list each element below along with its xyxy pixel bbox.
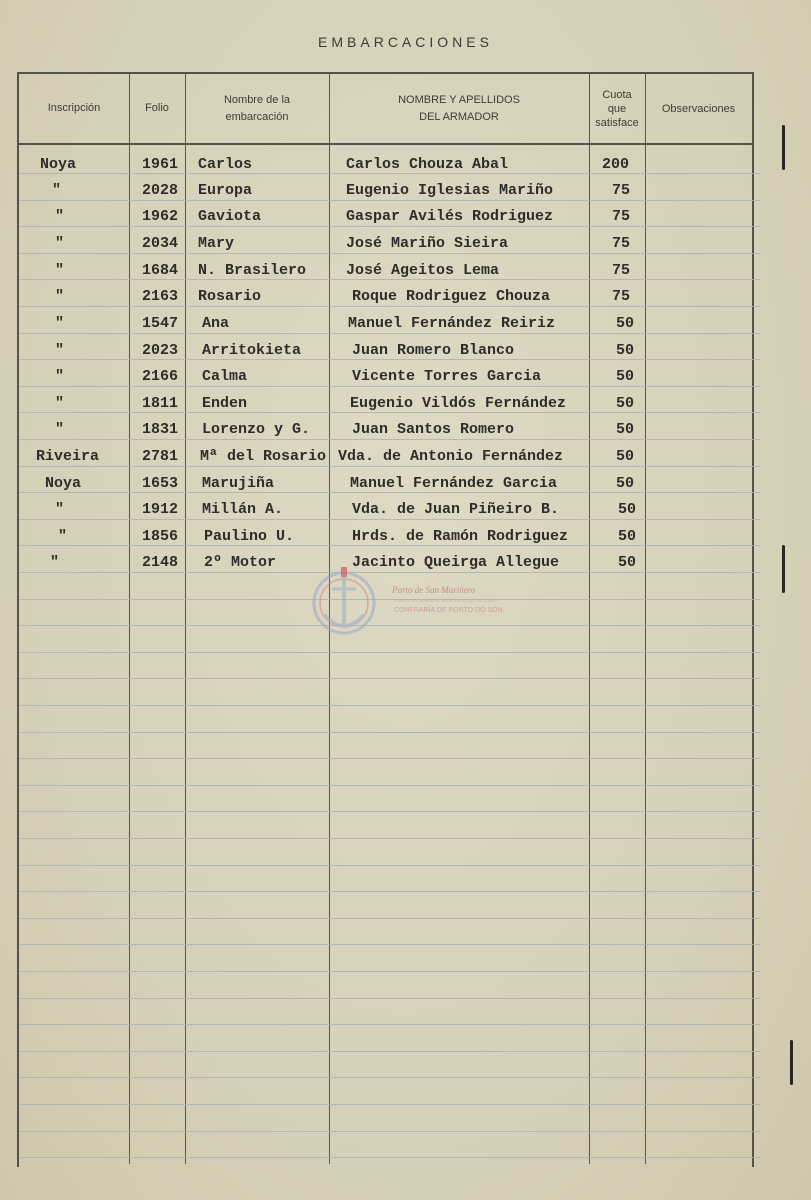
ruled-line <box>19 652 760 653</box>
cell-cuota: 50 <box>616 475 635 492</box>
cell-folio: 1831 <box>142 421 179 438</box>
cell-folio: 2148 <box>142 554 179 571</box>
stamp-title: Porto de San Mariñero <box>392 585 476 595</box>
cell-armador: Vda. de Juan Piñeiro B. <box>352 501 560 518</box>
cell-cuota: 50 <box>616 421 635 438</box>
ruled-line <box>19 1024 760 1025</box>
ruled-line <box>19 998 760 999</box>
table-row <box>0 231 811 257</box>
cell-inscripcion: Noya <box>40 156 77 173</box>
cell-cuota: 50 <box>616 448 635 465</box>
table-row <box>0 497 811 523</box>
page-title: EMBARCACIONES <box>318 34 493 50</box>
cell-cuota: 50 <box>618 554 637 571</box>
cell-folio: 1961 <box>142 156 179 173</box>
header-observaciones: Observaciones <box>661 103 736 115</box>
cell-armador: José Ageitos Lema <box>346 262 500 279</box>
cell-nombre: Arritokieta <box>202 342 302 359</box>
cell-nombre: Millán A. <box>202 501 284 518</box>
ruled-line <box>19 865 760 866</box>
anchor-emblem-icon <box>312 565 382 645</box>
cell-armador: Juan Santos Romero <box>352 421 515 438</box>
cell-nombre: Ana <box>202 315 230 332</box>
cell-cuota: 75 <box>612 288 631 305</box>
cell-cuota: 50 <box>618 501 637 518</box>
cell-nombre: Europa <box>198 182 253 199</box>
cell-armador: Gaspar Avilés Rodriguez <box>346 208 554 225</box>
table-row <box>0 444 811 470</box>
cell-inscripcion: " <box>55 501 65 518</box>
cell-inscripcion: " <box>58 528 68 545</box>
cell-cuota: 75 <box>612 208 631 225</box>
cell-cuota: 50 <box>618 528 637 545</box>
cell-armador: Manuel Fernández Garcia <box>350 475 558 492</box>
header-nombre-embarcacion: Nombre de la embarcación <box>223 93 291 123</box>
cell-nombre: Mary <box>198 235 235 252</box>
cell-nombre: Paulino U. <box>204 528 295 545</box>
ruled-line <box>19 918 760 919</box>
header-inscripcion: Inscripción <box>47 102 101 114</box>
cell-armador: Carlos Chouza Abal <box>346 156 509 173</box>
cell-armador: Hrds. de Ramón Rodriguez <box>352 528 569 545</box>
ruled-line <box>19 758 760 759</box>
cell-nombre: Gaviota <box>198 208 262 225</box>
cell-inscripcion: " <box>55 262 65 279</box>
cell-armador: Jacinto Queirga Allegue <box>352 554 560 571</box>
ruled-line <box>19 678 760 679</box>
table-row <box>0 471 811 497</box>
header-armador: NOMBRE Y APELLIDOS DEL ARMADOR <box>398 93 520 123</box>
ruled-line <box>19 838 760 839</box>
cell-nombre: Mª del Rosario <box>200 448 327 465</box>
cell-cuota: 50 <box>616 342 635 359</box>
cell-folio: 2166 <box>142 368 179 385</box>
cell-folio: 2034 <box>142 235 179 252</box>
cell-cuota: 50 <box>616 368 635 385</box>
ruled-line <box>19 705 760 706</box>
cell-folio: 2781 <box>142 448 179 465</box>
stamp-subtitle: FONDO DOCUMENTAL HISTÓRICO DIGITALIZADO <box>394 598 497 603</box>
cell-inscripcion: " <box>55 395 65 412</box>
binding-mark <box>790 1040 793 1085</box>
cell-inscripcion: " <box>50 554 60 571</box>
table-row <box>0 364 811 390</box>
table-row <box>0 391 811 417</box>
stamp-organization: CONFRARÍA DE PORTO DO SON <box>394 607 503 614</box>
cell-inscripcion: Riveira <box>36 448 100 465</box>
table-row <box>0 178 811 204</box>
cell-nombre: Enden <box>202 395 248 412</box>
cell-armador: Juan Romero Blanco <box>352 342 515 359</box>
ruled-line <box>19 891 760 892</box>
header-folio: Folio <box>145 102 169 114</box>
cell-nombre: Rosario <box>198 288 262 305</box>
cell-folio: 2028 <box>142 182 179 199</box>
cell-cuota: 50 <box>616 395 635 412</box>
cell-armador: Manuel Fernández Reiriz <box>348 315 556 332</box>
cell-cuota: 75 <box>612 262 631 279</box>
table-row <box>0 417 811 443</box>
ruled-line <box>19 944 760 945</box>
cell-inscripcion: " <box>55 342 65 359</box>
cell-cuota: 200 <box>602 156 630 173</box>
archive-stamp <box>312 565 512 645</box>
cell-folio: 1856 <box>142 528 179 545</box>
ruled-line <box>19 1131 760 1132</box>
cell-nombre: N. Brasilero <box>198 262 307 279</box>
table-row <box>0 204 811 230</box>
header-cuota: Cuota que satisface <box>595 88 639 129</box>
cell-cuota: 75 <box>612 182 631 199</box>
cell-inscripcion: " <box>52 182 62 199</box>
ruled-line <box>19 1104 760 1105</box>
cell-inscripcion: " <box>55 368 65 385</box>
cell-folio: 1547 <box>142 315 179 332</box>
cell-armador: Eugenio Iglesias Mariño <box>346 182 554 199</box>
ruled-line <box>19 785 760 786</box>
cell-armador: Vda. de Antonio Fernández <box>338 448 564 465</box>
cell-armador: Eugenio Vildós Fernández <box>350 395 567 412</box>
ruled-line <box>19 971 760 972</box>
cell-inscripcion: " <box>55 421 65 438</box>
ruled-line <box>19 811 760 812</box>
cell-folio: 1912 <box>142 501 179 518</box>
cell-nombre: Calma <box>202 368 248 385</box>
ruled-line <box>19 732 760 733</box>
cell-inscripcion: " <box>55 288 65 305</box>
cell-nombre: Lorenzo y G. <box>202 421 311 438</box>
ruled-line <box>19 1051 760 1052</box>
cell-armador: Roque Rodriguez Chouza <box>352 288 551 305</box>
cell-folio: 2163 <box>142 288 179 305</box>
cell-folio: 2023 <box>142 342 179 359</box>
cell-nombre: 2º Motor <box>204 554 277 571</box>
cell-folio: 1653 <box>142 475 179 492</box>
table-row <box>0 152 811 178</box>
cell-folio: 1811 <box>142 395 179 412</box>
cell-cuota: 50 <box>616 315 635 332</box>
cell-inscripcion: " <box>55 208 65 225</box>
cell-nombre: Marujiña <box>202 475 275 492</box>
table-row <box>0 338 811 364</box>
cell-inscripcion: Noya <box>45 475 82 492</box>
table-row <box>0 258 811 284</box>
table-row <box>0 524 811 550</box>
cell-folio: 1684 <box>142 262 179 279</box>
cell-armador: Vicente Torres Garcia <box>352 368 542 385</box>
table-row <box>0 284 811 310</box>
ruled-line <box>19 1077 760 1078</box>
table-row <box>0 311 811 337</box>
cell-inscripcion: " <box>55 235 65 252</box>
cell-armador: José Mariño Sieira <box>346 235 509 252</box>
cell-folio: 1962 <box>142 208 179 225</box>
ruled-line <box>19 1157 760 1158</box>
cell-cuota: 75 <box>612 235 631 252</box>
cell-nombre: Carlos <box>198 156 253 173</box>
binding-mark <box>782 125 785 170</box>
cell-inscripcion: " <box>55 315 65 332</box>
binding-mark <box>782 545 785 593</box>
